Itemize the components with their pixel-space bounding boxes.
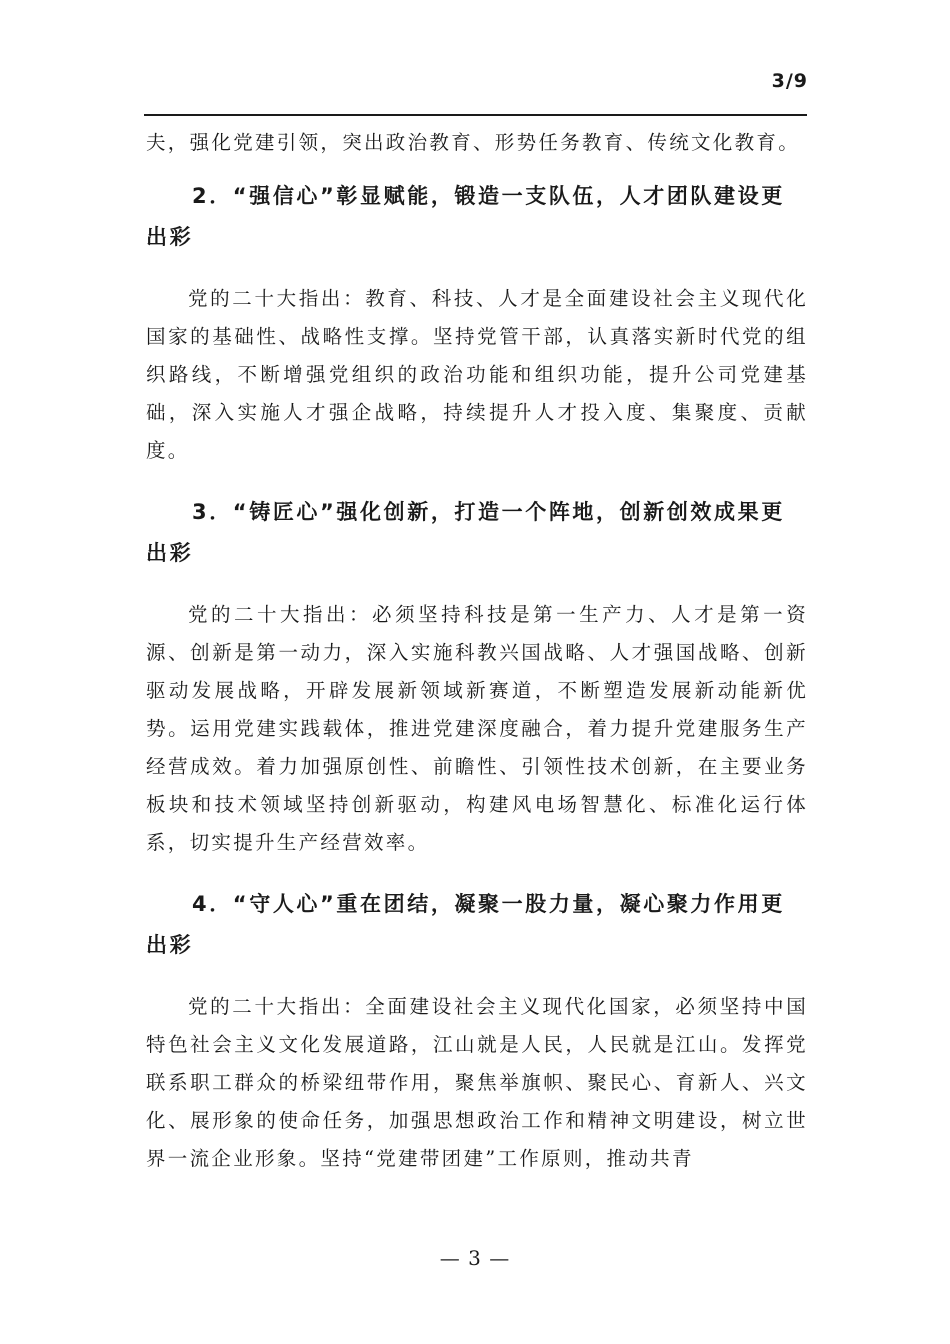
- section-paragraph-4: 党的二十大指出：全面建设社会主义现代化国家，必须坚持中国特色社会主义文化发展道路，江山就是人民，人民就是江山。发挥党联系职工群众的桥梁纽带作用，聚焦举旗帜、聚民心、育新人、兴文化、展形象的使命任务，加强思想政治工作和精神文明建设，树立世界一流企业形象。坚持“党建带团建”工作原则，推动共青: [146, 995, 808, 1170]
- section-heading-2: 2．“强信心”彰显赋能，锻造一支队伍，人才团队建设更出彩: [146, 184, 785, 249]
- opening-line: 夫，强化党建引领，突出政治教育、形势任务教育、传统文化教育。: [146, 131, 801, 154]
- section-heading-3: 3．“铸匠心”强化创新，打造一个阵地，创新创效成果更出彩: [146, 500, 785, 565]
- footer-page-number: — 3 —: [439, 1246, 511, 1270]
- page-counter: 3/9: [771, 70, 808, 92]
- section-heading-4: 4．“守人心”重在团结，凝聚一股力量，凝心聚力作用更出彩: [146, 892, 785, 957]
- document-body: [146, 124, 808, 1178]
- section-paragraph-3: 党的二十大指出：必须坚持科技是第一生产力、人才是第一资源、创新是第一动力，深入实施科教兴国战略、人才强国战略、创新驱动发展战略，开辟发展新领域新赛道，不断塑造发展新动能新优势。运用党建实践载体，推进党建深度融合，着力提升党建服务生产经营成效。着力加强原创性、前瞻性、引领性技术创新，在主要业务板块和技术领域坚持创新驱动，构建风电场智慧化、标准化运行体系，切实提升生产经营效率。: [146, 603, 808, 854]
- section-paragraph-2: 党的二十大指出：教育、科技、人才是全面建设社会主义现代化国家的基础性、战略性支撑。坚持党管干部，认真落实新时代党的组织路线，不断增强党组织的政治功能和组织功能，提升公司党建基础，深入实施人才强企战略，持续提升人才投入度、集聚度、贡献度。: [146, 287, 808, 462]
- header-rule: [144, 114, 807, 116]
